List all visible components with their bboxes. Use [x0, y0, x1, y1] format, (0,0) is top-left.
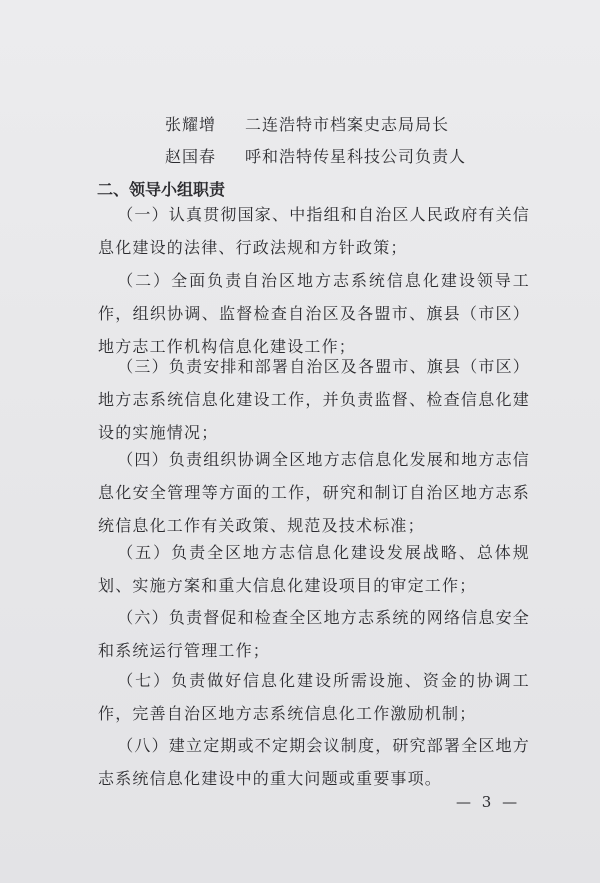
member-name: 赵国春	[165, 147, 217, 166]
duty-paragraph: （四）负责组织协调全区地方志信息化发展和地方志信息化安全管理等方面的工作，研究和制订自治区地方志系统信息化工作有关政策、规范及技术标准；	[98, 450, 530, 535]
duty-paragraph: （二）全面负责自治区地方志系统信息化建设领导工作，组织协调、监督检查自治区及各盟市、旗县（市区）地方志工作机构信息化建设工作；	[98, 271, 530, 356]
member-title: 呼和浩特传星科技公司负责人	[245, 147, 467, 166]
member-row	[165, 144, 466, 167]
member-row	[165, 112, 449, 135]
duty-paragraph: （八）建立定期或不定期会议制度，研究部署全区地方志系统信息化建设中的重大问题或重要事项。	[98, 736, 530, 788]
duty-paragraph: （六）负责督促和检查全区地方志系统的网络信息安全和系统运行管理工作；	[98, 608, 530, 660]
page-number: — 3 —	[456, 793, 521, 811]
duty-paragraph: （三）负责安排和部署自治区及各盟市、旗县（市区）地方志系统信息化建设工作，并负责监督、检查信息化建设的实施情况；	[98, 357, 530, 442]
duty-paragraph: （五）负责全区地方志信息化建设发展战略、总体规划、实施方案和重大信息化建设项目的审定工作；	[98, 543, 530, 595]
member-name: 张耀增	[165, 115, 217, 134]
section-heading: 二、领导小组职责	[97, 180, 226, 199]
member-title: 二连浩特市档案史志局局长	[245, 115, 450, 134]
duty-paragraph: （七）负责做好信息化建设所需设施、资金的协调工作，完善自治区地方志系统信息化工作激励机制；	[98, 671, 530, 723]
duty-paragraph: （一）认真贯彻国家、中指组和自治区人民政府有关信息化建设的法律、行政法规和方针政策；	[98, 205, 530, 257]
